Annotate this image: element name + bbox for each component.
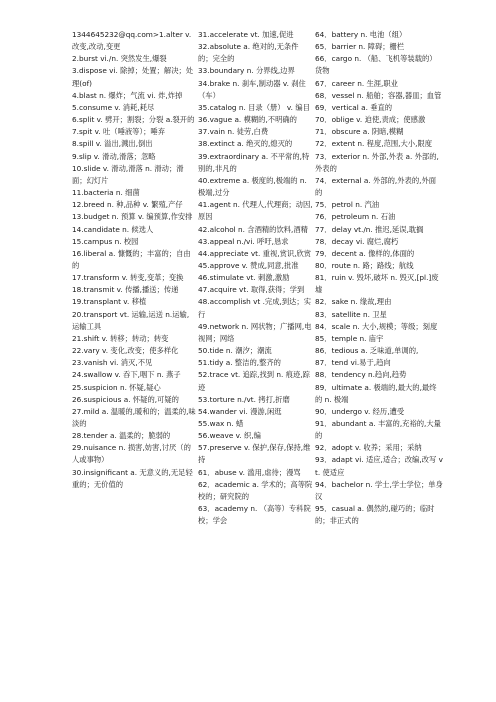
vocab-entry: 40.extreme a. 极度的,极端的 n. 极端,过分: [198, 175, 307, 198]
vocab-entry: 54.wander vi. 漫游,闲逛: [198, 406, 282, 416]
vocab-entry: 12.breed n. 种,品种 v. 繁殖,产仔: [72, 200, 183, 210]
vocab-entry: 74．external a. 外部的,外表的,外面的: [315, 175, 437, 198]
vocab-entry: 56.weave v. 织,编: [198, 431, 261, 441]
vocab-entry: 31.accelerate vt. 加速,促进: [198, 30, 294, 39]
vocab-entry: 17.transform v. 转变,变革；变换: [72, 273, 184, 283]
vocab-entry: 22.vary v. 变化,改变；使多样化: [72, 346, 179, 356]
vocab-entry: 20.transport vt. 运输,运送 n.运输,运输工具: [72, 309, 190, 331]
vocab-entry: 81．ruin v. 毁坏,破坏 n. 毁灭,[pl.]废墟: [315, 273, 439, 295]
vocab-column-1: [72, 29, 196, 702]
vocab-entry: 89．ultimate a. 极端的,最大的,最终的 n. 极端: [315, 382, 437, 404]
vocab-entry: 84．scale n. 大小,规模；等级；刻度: [315, 321, 438, 331]
vocab-entry: 48.accomplish vt .完成,到达；实行: [198, 297, 312, 319]
vocab-entry: 46.stimulate vt. 刺激,激励: [198, 273, 290, 283]
vocab-entry: 70．oblige v. 迫使,责成；使感激: [315, 115, 426, 125]
vocab-entry: 92．adopt v. 收养；采用；采纳: [315, 443, 422, 453]
vocab-entry: 88．tendency n.趋向,趋势: [315, 370, 407, 380]
vocab-entry: 1344645232@qq.com>1.alter v. 改变,改动,变更: [72, 30, 192, 52]
vocab-entry: 18.transmit v. 传播,播送；传递: [72, 285, 179, 295]
vocab-entry: 37.vain n. 徒劳,白费: [198, 127, 269, 137]
vocab-column-3: [315, 29, 443, 702]
vocab-entry: 42.alcohol n. 含酒精的饮料,酒精: [198, 224, 308, 234]
vocab-entry: 13.budget n. 预算 v. 编预算,作安排: [72, 212, 193, 222]
vocab-entry: 69．vertical a. 垂直的: [315, 102, 393, 112]
vocab-entry: 57.preserve v. 保护,保存,保持,维持: [198, 443, 311, 465]
vocab-entry: 87．tend vi.易于,趋向: [315, 358, 391, 368]
vocab-entry: 39.extraordinary a. 不平常的,特别的,非凡的: [198, 151, 310, 173]
vocab-entry: 47.acquire vt. 取得,获得；学到: [198, 285, 305, 295]
vocab-entry: 91．abundant a. 丰富的,充裕的,大量的: [315, 419, 441, 441]
vocab-entry: 6.split v. 劈开；割裂；分裂 a.裂开的: [72, 115, 195, 125]
vocab-entry: 35.catalog n. 目录（册） v. 编目: [198, 102, 310, 112]
vocab-entry: 62．academic a. 学术的；高等院校的；研究院的: [198, 479, 313, 501]
vocab-entry: 95．casual a. 偶然的,碰巧的；临时的；非正式的: [315, 504, 435, 526]
vocab-entry: 67．career n. 生涯,职业: [315, 78, 398, 88]
vocab-entry: 78．decay vi. 腐烂,腐朽: [315, 236, 399, 246]
vocab-entry: 51.tidy a. 整洁的,整齐的: [198, 358, 281, 368]
vocab-entry: 11.bacteria n. 细菌: [72, 188, 140, 198]
vocab-entry: 49.network n. 网状物；广播网,电视网；网络: [198, 321, 312, 343]
vocab-entry: 80．route n. 路；路线；航线: [315, 260, 414, 270]
vocab-entry: 55.wax n. 蜡: [198, 419, 244, 428]
vocab-entry: 86．tedious a. 乏味道,单调的,: [315, 346, 419, 356]
vocab-entry: 15.campus n. 校园: [72, 236, 139, 246]
vocab-entry: 53.torture n./vt. 拷打,折磨: [198, 394, 290, 404]
vocab-entry: 76．petroleum n. 石油: [315, 212, 396, 222]
vocab-entry: 41.agent n. 代理人,代理商；动因,原因: [198, 200, 313, 222]
vocab-entry: 14.candidate n. 候选人: [72, 224, 154, 234]
vocab-entry: 8.spill v. 溢出,溅出,倒出: [72, 139, 153, 149]
vocab-entry: 52.trace vt. 追踪,找到 n. 痕迹,踪迹: [198, 370, 310, 392]
vocab-entry: 33.boundary n. 分界线,边界: [198, 66, 295, 76]
vocab-entry: 85．temple n. 庙宇: [315, 333, 384, 343]
vocab-entry: 28.tender a. 温柔的；脆弱的: [72, 431, 171, 441]
vocab-entry: 73．exterior n. 外部,外表 a. 外部的,外表的: [315, 151, 439, 173]
vocab-entry: 68．vessel n. 船舶；容器,器皿；血管: [315, 90, 442, 100]
vocab-entry: 82．sake n. 缘故,理由: [315, 297, 392, 307]
vocab-entry: 66．cargo n. （船、飞机等装载的）货物: [315, 54, 437, 76]
vocab-entry: 43.appeal n./vi. 呼吁,恳求: [198, 236, 289, 246]
vocab-entry: 90．undergo v. 经历,遭受: [315, 406, 405, 416]
vocab-entry: 16.liberal a. 慷慨的；丰富的；自由的: [72, 248, 191, 270]
vocab-entry: 93．adapt vi. 适应,适合；改编,改写 vt. 使适应: [315, 455, 443, 477]
vocab-entry: 79．decent a. 像样的,体面的: [315, 248, 415, 258]
vocab-entry: 50.tide n. 潮汐；潮流: [198, 346, 272, 356]
vocab-entry: 64．battery n. 电池（组）: [315, 30, 407, 39]
vocab-entry: 94．bachelor n. 学士,学士学位；单身汉: [315, 479, 443, 501]
vocab-entry: 61．abuse v. 滥用,虐待；漫骂: [198, 467, 301, 477]
vocab-entry: 23.vanish vi. 消灭,不见: [72, 358, 153, 368]
vocab-entry: 19.transplant v. 移植: [72, 297, 147, 307]
vocab-entry: 24.swallow v. 吞下,咽下 n. 燕子: [72, 370, 181, 380]
vocab-entry: 75．petrol n. 汽油: [315, 200, 380, 210]
vocab-entry: 44.appreciate vt. 重视,赏识,欣赏: [198, 248, 312, 258]
vocab-entry: 71．obscure a. 阴暗,模糊: [315, 127, 404, 137]
vocab-entry: 65．barrier n. 障碍；栅栏: [315, 42, 405, 52]
vocab-entry: 63．academy n. （高等）专科院校；学会: [198, 504, 311, 526]
vocab-entry: 4.blast n. 爆炸；气流 vi. 炸,炸掉: [72, 90, 183, 100]
vocab-entry: 5.consume v. 消耗,耗尽: [72, 102, 155, 112]
vocab-entry: 9.slip v. 滑动,滑落；忽略: [72, 151, 156, 161]
vocab-entry: 21.shift v. 转移；转动；转变: [72, 333, 169, 343]
vocab-entry: 83．satellite n. 卫星: [315, 309, 387, 319]
vocab-entry: 29.nuisance n. 损害,妨害,讨厌（的人或事物）: [72, 443, 191, 465]
vocab-entry: 10.slide v. 滑动,滑落 n. 滑动；滑面；幻灯片: [72, 163, 184, 185]
vocab-entry: 7.spit v. 吐（唾液等）；唾弃: [72, 127, 166, 137]
vocab-entry: 27.mild a. 温暖的,暖和的；温柔的,味淡的: [72, 406, 196, 428]
vocab-entry: 3.dispose vi. 除掉；处置；解决；处理(of): [72, 66, 194, 88]
vocab-entry: 32.absolute a. 绝对的,无条件的；完全的: [198, 42, 299, 64]
vocab-entry: 45.approve v. 赞成,同意,批准: [198, 260, 299, 270]
vocab-entry: 34.brake n. 刹车,制动器 v. 刹住（车）: [198, 78, 306, 100]
vocab-entry: 2.burst vi./n. 突然发生,爆裂: [72, 54, 167, 64]
vocab-entry: 36.vague a. 模糊的,不明确的: [198, 115, 297, 125]
vocab-entry: 72．extent n. 程度,范围,大小,限度: [315, 139, 433, 149]
vocab-entry: 77．delay vt./n. 推迟,延误,耽搁: [315, 224, 424, 234]
vocab-entry: 26.suspicious a. 怀疑的,可疑的: [72, 394, 179, 404]
vocab-entry: 30.insignificant a. 无意义的,无足轻重的；无价值的: [72, 467, 193, 489]
vocab-entry: 25.suspicion n. 怀疑,疑心: [72, 382, 161, 392]
vocab-entry: 38.extinct a. 绝灭的,熄灭的: [198, 139, 293, 149]
vocab-column-2: [198, 29, 313, 702]
